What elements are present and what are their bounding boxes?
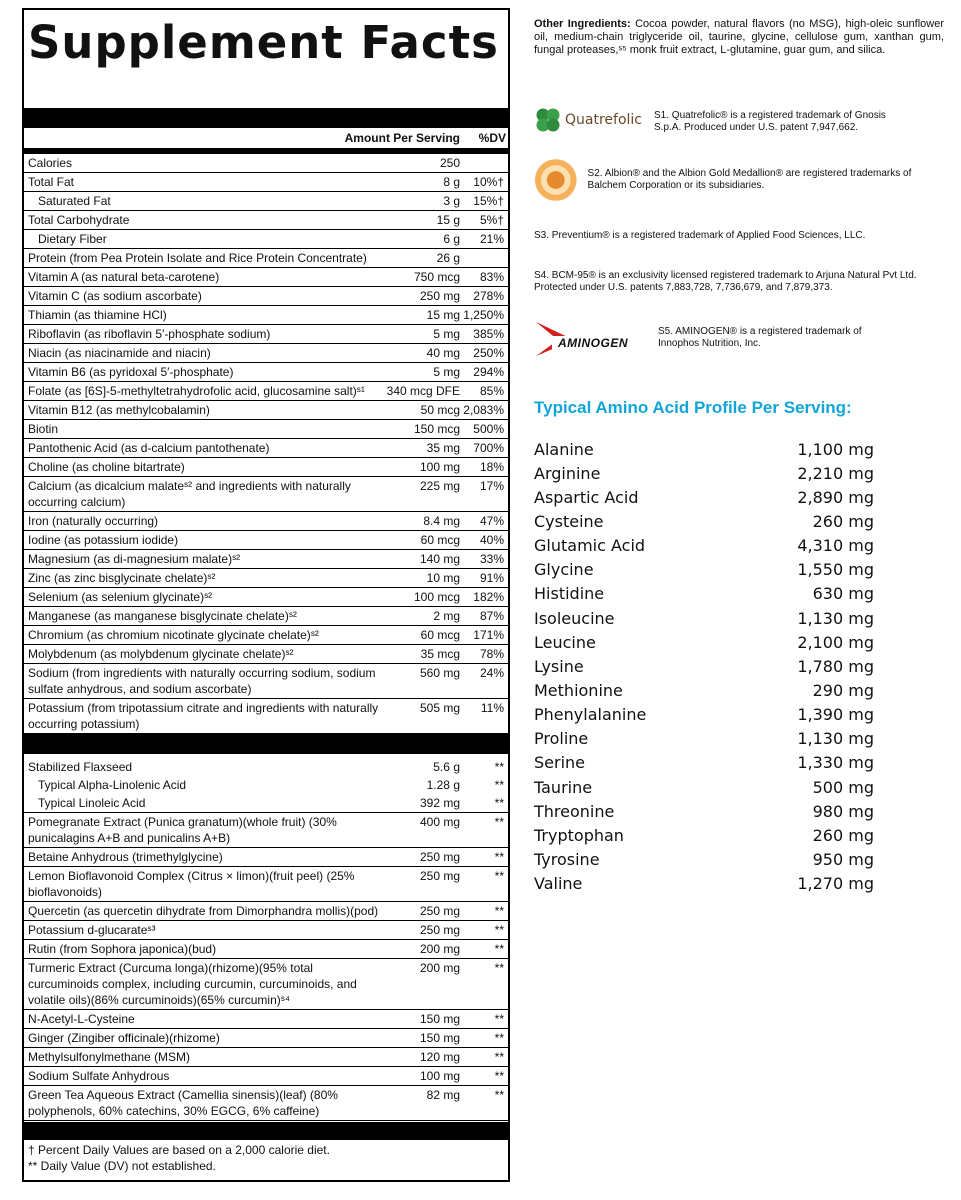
amino-amount: 500 mg bbox=[812, 777, 874, 797]
active-ingredient-row bbox=[24, 1048, 508, 1067]
amino-amount: 1,130 mg bbox=[797, 729, 874, 749]
active-ingredient-row bbox=[24, 758, 508, 776]
ingredient-dv bbox=[460, 155, 508, 171]
ingredient-dv: ** bbox=[494, 1050, 504, 1064]
ingredient-amount: 8 g bbox=[443, 175, 460, 189]
amount-header: Amount Per Serving bbox=[344, 131, 460, 145]
ingredient-amount: 200 mg bbox=[419, 942, 460, 956]
ingredient-name: Lemon Bioflavonoid Complex (Citrus × limon)(fruit peel) (25% bioflavonoids) bbox=[28, 869, 355, 899]
ingredient-amount: 50 mcg bbox=[420, 403, 460, 417]
ingredient-dv: 1,250% bbox=[463, 308, 504, 322]
nutrient-row bbox=[24, 211, 508, 230]
ingredient-name: Turmeric Extract (Curcuma longa)(rhizome)(95% total curcuminoids complex, including curcumin, curcuminoids, and volatile oils)(86% curcuminoids)(65% curcumin)ˢ⁴ bbox=[28, 961, 357, 1007]
ingredient-amount: 400 mg bbox=[419, 815, 460, 829]
amino-amount: 2,890 mg bbox=[797, 487, 874, 507]
other-ingredients bbox=[534, 18, 944, 57]
ingredient-name: Vitamin B6 (as pyridoxal 5′-phosphate) bbox=[28, 365, 234, 379]
amino-amount: 980 mg bbox=[812, 801, 874, 821]
ingredient-amount: 250 mg bbox=[419, 289, 460, 303]
ingredient-dv: ** bbox=[494, 760, 504, 774]
ingredient-name: Molybdenum (as molybdenum glycinate chelate)ˢ² bbox=[28, 647, 294, 661]
ingredient-dv: 11% bbox=[480, 701, 504, 715]
nutrient-row bbox=[24, 268, 508, 287]
ingredient-name: Magnesium (as di-magnesium malate)ˢ² bbox=[28, 552, 241, 566]
amino-amount: 1,550 mg bbox=[797, 560, 874, 580]
ingredient-name: Typical Alpha-Linolenic Acid bbox=[38, 778, 187, 792]
nutrient-row bbox=[24, 458, 508, 477]
ingredient-dv: 78% bbox=[479, 647, 504, 661]
ingredient-dv: 15%† bbox=[473, 194, 504, 208]
ingredient-amount: 1.28 g bbox=[426, 778, 460, 792]
ingredient-dv: ** bbox=[494, 778, 504, 792]
amino-row bbox=[534, 703, 874, 727]
ingredient-dv: ** bbox=[494, 815, 504, 829]
ingredient-dv: 91% bbox=[479, 571, 504, 585]
amino-row bbox=[534, 437, 874, 461]
ingredient-amount: 35 mcg bbox=[420, 647, 460, 661]
amino-row bbox=[534, 630, 874, 654]
ingredient-amount: 26 g bbox=[436, 251, 460, 265]
other-ingredients-label: Other Ingredients: bbox=[534, 18, 631, 30]
ingredient-amount: 5.6 g bbox=[433, 760, 460, 774]
amino-name: Proline bbox=[534, 729, 589, 749]
ingredient-name: Dietary Fiber bbox=[38, 232, 107, 246]
ingredient-name: Calories bbox=[28, 156, 73, 170]
ingredient-name: Sodium Sulfate Anhydrous bbox=[28, 1069, 170, 1083]
ingredient-dv bbox=[460, 250, 508, 266]
ingredient-name: Rutin (from Sophora japonica)(bud) bbox=[28, 942, 217, 956]
ingredient-name: Choline (as choline bitartrate) bbox=[28, 460, 185, 474]
amino-name: Arginine bbox=[534, 463, 601, 483]
amino-amount: 2,210 mg bbox=[797, 463, 874, 483]
nutrient-row bbox=[24, 249, 508, 268]
amino-row bbox=[534, 847, 874, 871]
amino-row bbox=[534, 727, 874, 751]
nutrient-row bbox=[24, 230, 508, 249]
ingredient-name: Manganese (as manganese bisglycinate chelate)ˢ² bbox=[28, 609, 297, 623]
amino-name: Serine bbox=[534, 753, 586, 773]
ingredient-amount: 100 mg bbox=[419, 460, 460, 474]
active-ingredient-row bbox=[24, 1010, 508, 1029]
nutrient-row bbox=[24, 306, 508, 325]
clover-icon bbox=[534, 106, 562, 134]
trademark-s3-text: S3. Preventium® is a registered trademark of Applied Food Sciences, LLC. bbox=[534, 230, 866, 241]
trademark-s2 bbox=[534, 158, 934, 202]
amino-row bbox=[534, 534, 874, 558]
ingredient-name: Total Fat bbox=[28, 175, 75, 189]
ingredient-name: Folate (as [6S]-5-methyltetrahydrofolic acid, glucosamine salt)ˢ¹ bbox=[28, 384, 365, 398]
amino-name: Valine bbox=[534, 874, 583, 894]
ingredient-name: Zinc (as zinc bisglycinate chelate)ˢ² bbox=[28, 571, 216, 585]
nutrient-row bbox=[24, 344, 508, 363]
active-ingredient-row bbox=[24, 959, 508, 1010]
ingredient-name: Biotin bbox=[28, 422, 59, 436]
amino-row bbox=[534, 823, 874, 847]
amino-name: Isoleucine bbox=[534, 608, 615, 628]
ingredient-amount: 3 g bbox=[443, 194, 460, 208]
ingredient-dv: 171% bbox=[473, 628, 504, 642]
amino-amount: 1,270 mg bbox=[797, 874, 874, 894]
amino-amount: 1,100 mg bbox=[797, 439, 874, 459]
nutrient-row bbox=[24, 363, 508, 382]
amino-row bbox=[534, 775, 874, 799]
ingredient-dv: 500% bbox=[473, 422, 504, 436]
nutrient-row bbox=[24, 645, 508, 664]
aminogen-logo: AMINOGEN bbox=[558, 336, 628, 350]
amino-amount: 290 mg bbox=[812, 680, 874, 700]
ingredient-amount: 150 mg bbox=[419, 1012, 460, 1026]
ingredient-amount: 60 mcg bbox=[420, 628, 460, 642]
amino-amount: 1,330 mg bbox=[797, 753, 874, 773]
top-divider-bar bbox=[24, 108, 508, 128]
nutrient-row bbox=[24, 192, 508, 211]
amino-row bbox=[534, 509, 874, 533]
active-ingredient-row bbox=[24, 848, 508, 867]
amino-amount: 260 mg bbox=[812, 825, 874, 845]
trademark-s2-text: S2. Albion® and the Albion Gold Medallion® are registered trademarks of Balchem Corporation or its subsidiaries. bbox=[587, 168, 912, 191]
ingredient-amount: 100 mcg bbox=[413, 590, 460, 604]
other-ingredients-text: Cocoa powder, natural flavors (no MSG), high-oleic sunflower oil, medium-chain triglyceride oil, taurine, glycine, cellulose gum, xanthan gum, fungal proteases,ˢ⁵ monk fruit extract, L-glutamine, guar gum, and silica. bbox=[534, 18, 944, 56]
amino-row bbox=[534, 799, 874, 823]
nutrient-row bbox=[24, 607, 508, 626]
ingredient-dv: 33% bbox=[479, 552, 504, 566]
ingredient-dv: 10%† bbox=[473, 175, 504, 189]
ingredient-amount: 5 mg bbox=[433, 365, 460, 379]
amino-amount: 1,390 mg bbox=[797, 705, 874, 725]
active-ingredient-row bbox=[24, 902, 508, 921]
active-ingredient-row bbox=[24, 1086, 508, 1121]
nutrient-row bbox=[24, 439, 508, 458]
nutrient-row bbox=[24, 569, 508, 588]
ingredient-name: Vitamin C (as sodium ascorbate) bbox=[28, 289, 202, 303]
ingredient-amount: 560 mg bbox=[419, 666, 460, 680]
ingredient-name: Vitamin A (as natural beta-carotene) bbox=[28, 270, 220, 284]
amino-row bbox=[534, 461, 874, 485]
amino-name: Leucine bbox=[534, 632, 596, 652]
ingredient-name: Iodine (as potassium iodide) bbox=[28, 533, 179, 547]
other-actives-list bbox=[24, 754, 508, 1121]
aminogen-logo-icon bbox=[534, 318, 654, 358]
ingredient-amount: 60 mcg bbox=[420, 533, 460, 547]
ingredient-dv: 21% bbox=[479, 232, 504, 246]
amino-name: Taurine bbox=[534, 777, 593, 797]
amino-acid-table bbox=[534, 437, 874, 896]
ingredient-name: Potassium d-glucarateˢ³ bbox=[28, 923, 156, 937]
ingredient-amount: 6 g bbox=[443, 232, 460, 246]
ingredient-amount: 750 mcg bbox=[413, 270, 460, 284]
amino-row bbox=[534, 678, 874, 702]
ingredient-dv: 24% bbox=[479, 666, 504, 680]
ingredient-dv: ** bbox=[494, 923, 504, 937]
amino-row bbox=[534, 751, 874, 775]
amino-amount: 260 mg bbox=[812, 511, 874, 531]
amino-profile-title: Typical Amino Acid Profile Per Serving: bbox=[534, 398, 852, 417]
amino-row bbox=[534, 654, 874, 678]
amino-name: Methionine bbox=[534, 680, 623, 700]
ingredient-name: Betaine Anhydrous (trimethylglycine) bbox=[28, 850, 223, 864]
ingredient-amount: 82 mg bbox=[426, 1088, 460, 1102]
panel-title: Supplement Facts bbox=[28, 16, 499, 69]
nutrient-row bbox=[24, 699, 508, 734]
amino-row bbox=[534, 582, 874, 606]
nutrient-row bbox=[24, 664, 508, 699]
ingredient-dv: ** bbox=[494, 1012, 504, 1026]
bottom-divider-bar bbox=[24, 1122, 508, 1140]
active-ingredient-row bbox=[24, 794, 508, 813]
quatrefolic-logo: Quatrefolic bbox=[565, 112, 642, 128]
amino-name: Cysteine bbox=[534, 511, 604, 531]
ingredient-name: Potassium (from tripotassium citrate and ingredients with naturally occurring potassium) bbox=[28, 701, 379, 731]
ingredient-name: Methylsulfonylmethane (MSM) bbox=[28, 1050, 191, 1064]
ingredient-name: Total Carbohydrate bbox=[28, 213, 130, 227]
amino-amount: 1,780 mg bbox=[797, 656, 874, 676]
trademark-s5-text: S5. AMINOGEN® is a registered trademark of Innophos Nutrition, Inc. bbox=[658, 326, 862, 349]
ingredient-name: Calcium (as dicalcium malateˢ² and ingredients with naturally occurring calcium) bbox=[28, 479, 351, 509]
ingredient-dv: 18% bbox=[479, 460, 504, 474]
ingredient-dv: ** bbox=[494, 1069, 504, 1083]
ingredient-name: Pomegranate Extract (Punica granatum)(whole fruit) (30% punicalagins A+B and punicalins A+B) bbox=[28, 815, 337, 845]
amino-amount: 1,130 mg bbox=[797, 608, 874, 628]
ingredient-amount: 100 mg bbox=[419, 1069, 460, 1083]
nutrient-row bbox=[24, 550, 508, 569]
ingredient-amount: 120 mg bbox=[419, 1050, 460, 1064]
ingredient-dv: ** bbox=[494, 1088, 504, 1102]
active-ingredient-row bbox=[24, 776, 508, 794]
ingredient-amount: 505 mg bbox=[419, 701, 460, 715]
nutrient-row bbox=[24, 382, 508, 401]
ingredient-dv: 294% bbox=[473, 365, 504, 379]
albion-medallion-icon bbox=[534, 158, 578, 202]
ingredient-amount: 40 mg bbox=[426, 346, 460, 360]
ingredient-dv: 250% bbox=[473, 346, 504, 360]
ingredient-amount: 225 mg bbox=[419, 479, 460, 493]
middle-divider-bar bbox=[24, 734, 508, 754]
ingredient-amount: 392 mg bbox=[419, 796, 460, 810]
ingredient-dv: 83% bbox=[479, 270, 504, 284]
amino-name: Tryptophan bbox=[534, 825, 624, 845]
ingredient-name: Green Tea Aqueous Extract (Camellia sinensis)(leaf) (80% polyphenols, 60% catechins, 30% EGCG, 6% caffeine) bbox=[28, 1088, 338, 1118]
ingredient-dv: 85% bbox=[479, 384, 504, 398]
nutrient-row bbox=[24, 626, 508, 645]
active-ingredient-row bbox=[24, 1029, 508, 1048]
trademark-s3 bbox=[534, 230, 934, 242]
ingredient-name: Niacin (as niacinamide and niacin) bbox=[28, 346, 211, 360]
amino-amount: 630 mg bbox=[812, 584, 874, 604]
ingredient-name: Protein (from Pea Protein Isolate and Rice Protein Concentrate) bbox=[28, 251, 367, 265]
amino-row bbox=[534, 558, 874, 582]
ingredient-dv: 385% bbox=[473, 327, 504, 341]
ingredient-amount: 15 g bbox=[436, 213, 460, 227]
nutrient-row bbox=[24, 588, 508, 607]
amino-row bbox=[534, 606, 874, 630]
trademark-s1-text: S1. Quatrefolic® is a registered trademark of Gnosis S.p.A. Produced under U.S. patent 7,947,662. bbox=[654, 110, 886, 133]
trademark-s4 bbox=[534, 270, 949, 294]
ingredient-name: Selenium (as selenium glycinate)ˢ² bbox=[28, 590, 213, 604]
amino-name: Lysine bbox=[534, 656, 584, 676]
amino-amount: 950 mg bbox=[812, 849, 874, 869]
ingredient-name: Riboflavin (as riboflavin 5′-phosphate sodium) bbox=[28, 327, 271, 341]
ingredient-dv: ** bbox=[494, 869, 504, 883]
nutrient-row bbox=[24, 531, 508, 550]
amino-amount: 4,310 mg bbox=[797, 536, 874, 556]
ingredient-name: N-Acetyl-L-Cysteine bbox=[28, 1012, 135, 1026]
ingredient-name: Pantothenic Acid (as d-calcium pantothenate) bbox=[28, 441, 270, 455]
nutrient-row bbox=[24, 477, 508, 512]
ingredient-name: Saturated Fat bbox=[38, 194, 111, 208]
ingredient-amount: 250 bbox=[439, 156, 460, 170]
ingredient-name: Chromium (as chromium nicotinate glycinate chelate)ˢ² bbox=[28, 628, 319, 642]
footnotes bbox=[24, 1140, 508, 1176]
trademark-s1 bbox=[534, 106, 934, 134]
active-ingredient-row bbox=[24, 940, 508, 959]
amino-amount: 2,100 mg bbox=[797, 632, 874, 652]
nutrient-row bbox=[24, 420, 508, 439]
nutrient-row bbox=[24, 325, 508, 344]
ingredient-amount: 340 mcg DFE bbox=[386, 384, 460, 398]
ingredient-amount: 150 mg bbox=[419, 1031, 460, 1045]
nutrient-row bbox=[24, 512, 508, 531]
ingredient-amount: 140 mg bbox=[419, 552, 460, 566]
ingredient-name: Sodium (from ingredients with naturally occurring sodium, sodium sulfate anhydrous, and sodium ascorbate) bbox=[28, 666, 376, 696]
active-ingredient-row bbox=[24, 1067, 508, 1086]
ingredient-name: Iron (naturally occurring) bbox=[28, 514, 159, 528]
ingredient-dv: ** bbox=[494, 942, 504, 956]
column-header bbox=[24, 128, 508, 148]
ingredient-dv: 40% bbox=[479, 533, 504, 547]
nutrient-list bbox=[24, 154, 508, 734]
ingredient-amount: 250 mg bbox=[419, 850, 460, 864]
ingredient-name: Thiamin (as thiamine HCl) bbox=[28, 308, 167, 322]
amino-name: Alanine bbox=[534, 439, 594, 459]
active-ingredient-row bbox=[24, 813, 508, 848]
ingredient-amount: 15 mg bbox=[426, 308, 460, 322]
dv-header: %DV bbox=[478, 131, 506, 145]
ingredient-dv: 17% bbox=[479, 479, 504, 493]
amino-row bbox=[534, 872, 874, 896]
ingredient-dv: ** bbox=[494, 1031, 504, 1045]
amino-name: Aspartic Acid bbox=[534, 487, 639, 507]
ingredient-dv: 700% bbox=[473, 441, 504, 455]
ingredient-amount: 250 mg bbox=[419, 923, 460, 937]
right-column bbox=[534, 0, 944, 57]
nutrient-row bbox=[24, 401, 508, 420]
ingredient-name: Typical Linoleic Acid bbox=[38, 796, 146, 810]
active-ingredient-row bbox=[24, 921, 508, 940]
nutrient-row bbox=[24, 287, 508, 306]
footnote-percent: † Percent Daily Values are based on a 2,000 calorie diet. bbox=[28, 1143, 330, 1157]
ingredient-dv: 87% bbox=[479, 609, 504, 623]
ingredient-amount: 200 mg bbox=[419, 961, 460, 975]
amino-name: Tyrosine bbox=[534, 849, 600, 869]
ingredient-amount: 250 mg bbox=[419, 869, 460, 883]
trademark-s4-text: S4. BCM-95® is an exclusivity licensed registered trademark to Arjuna Natural Pvt Ltd. Protected under U.S. patents 7,883,728, 7,736,679, and 7,879,373. bbox=[534, 270, 917, 293]
supplement-facts-panel bbox=[22, 8, 510, 1182]
ingredient-dv: 278% bbox=[473, 289, 504, 303]
ingredient-amount: 8.4 mg bbox=[423, 514, 460, 528]
ingredient-dv: ** bbox=[494, 904, 504, 918]
footnote-dv: ** Daily Value (DV) not established. bbox=[28, 1159, 216, 1173]
active-ingredient-row bbox=[24, 867, 508, 902]
amino-name: Glycine bbox=[534, 560, 594, 580]
ingredient-dv: 182% bbox=[473, 590, 504, 604]
ingredient-amount: 10 mg bbox=[426, 571, 460, 585]
ingredient-dv: 47% bbox=[479, 514, 504, 528]
ingredient-amount: 2 mg bbox=[433, 609, 460, 623]
nutrient-row bbox=[24, 154, 508, 173]
amino-name: Threonine bbox=[534, 801, 615, 821]
ingredient-dv: ** bbox=[494, 796, 504, 810]
trademark-s5 bbox=[534, 318, 934, 358]
ingredient-name: Ginger (Zingiber officinale)(rhizome) bbox=[28, 1031, 220, 1045]
ingredient-amount: 250 mg bbox=[419, 904, 460, 918]
ingredient-name: Vitamin B12 (as methylcobalamin) bbox=[28, 403, 210, 417]
ingredient-dv: 2,083% bbox=[463, 403, 504, 417]
ingredient-amount: 5 mg bbox=[433, 327, 460, 341]
ingredient-name: Stabilized Flaxseed bbox=[28, 760, 133, 774]
amino-name: Glutamic Acid bbox=[534, 536, 646, 556]
amino-name: Histidine bbox=[534, 584, 605, 604]
ingredient-dv: ** bbox=[494, 961, 504, 975]
ingredient-dv: 5%† bbox=[479, 213, 504, 227]
ingredient-amount: 35 mg bbox=[426, 441, 460, 455]
ingredient-amount: 150 mcg bbox=[413, 422, 460, 436]
amino-row bbox=[534, 485, 874, 509]
ingredient-dv: ** bbox=[494, 850, 504, 864]
ingredient-name: Quercetin (as quercetin dihydrate from Dimorphandra mollis)(pod) bbox=[28, 904, 379, 918]
amino-name: Phenylalanine bbox=[534, 705, 647, 725]
nutrient-row bbox=[24, 173, 508, 192]
